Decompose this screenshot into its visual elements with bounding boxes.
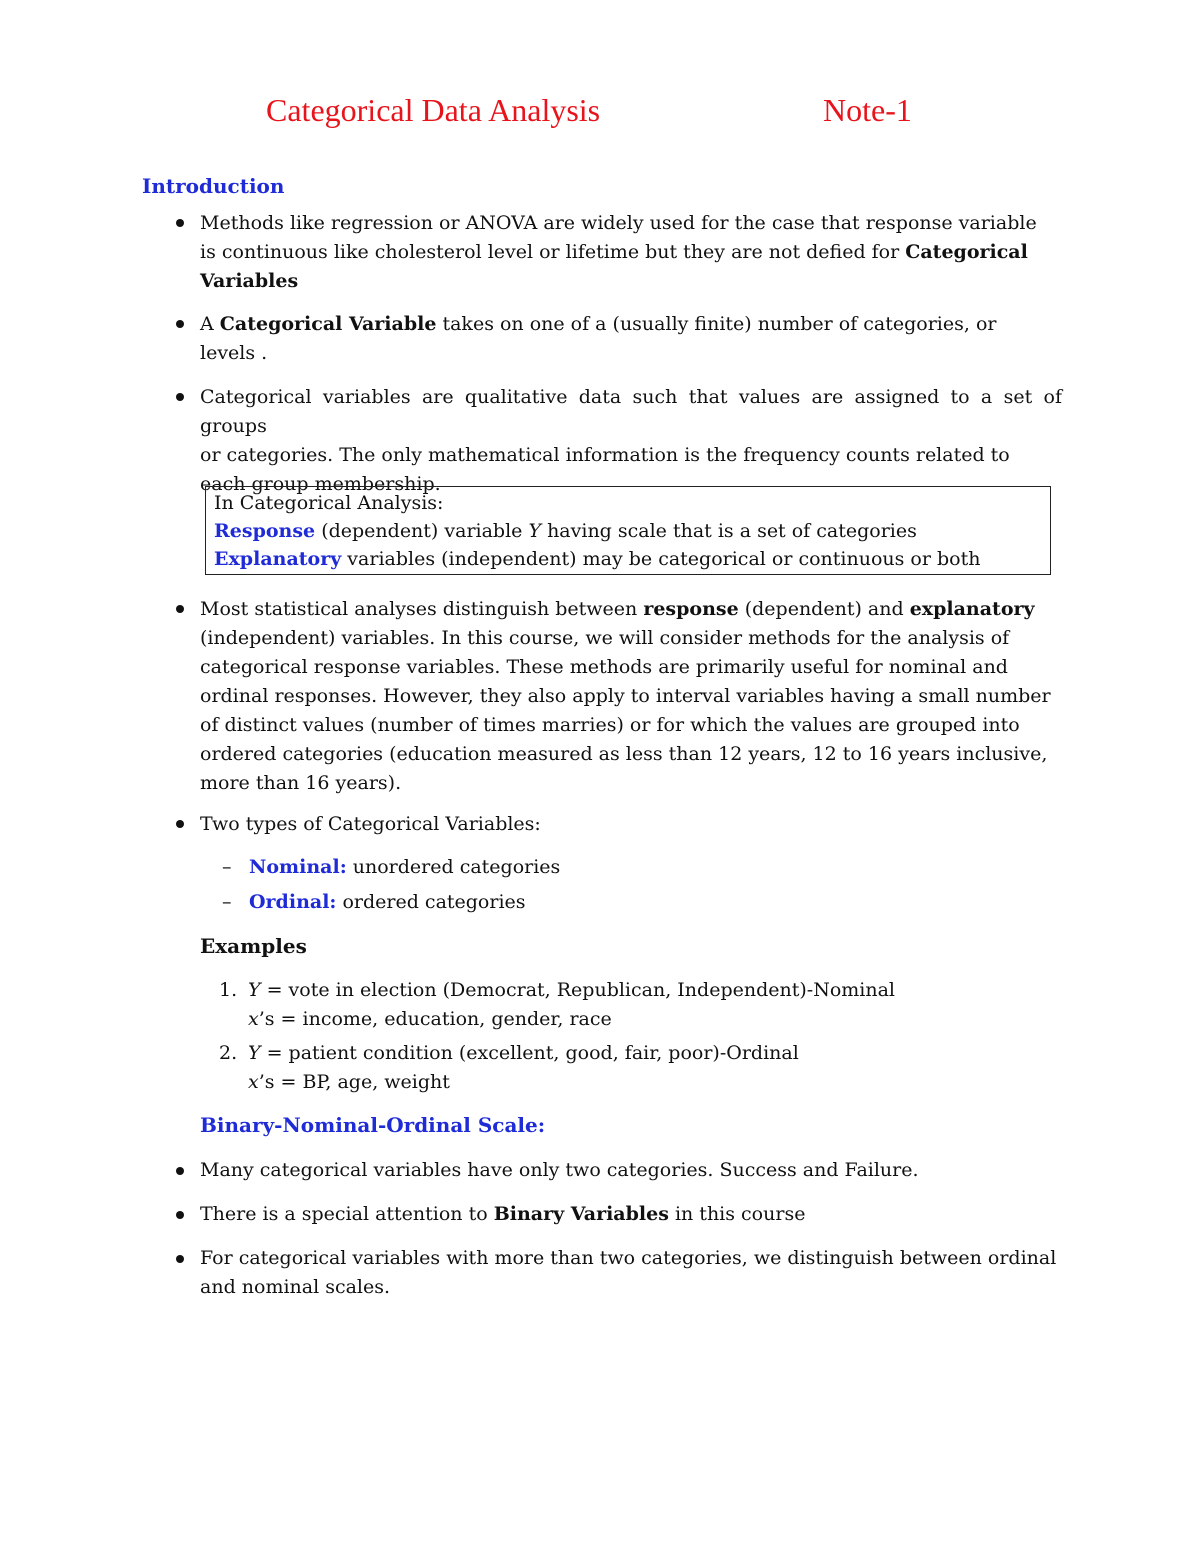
example-2-line-1: Y = patient condition (excellent, good, fair, poor)-Ordinal [248,1042,799,1064]
bullet-ordinal-nominal [200,1244,1062,1302]
text-line: categorical response variables. These methods are primarily useful for nominal and [200,656,1008,678]
example-1-line-2: x’s = income, education, gender, race [248,1008,612,1030]
text-line: Most statistical analyses distinguish between response (dependent) and explanatory [200,598,1035,620]
example-1-line-1: Y = vote in election (Democrat, Republican, Independent)-Nominal [248,979,895,1001]
text-line: Variables [200,270,299,292]
example-number: 2. [219,1042,238,1064]
note-label: Note-1 [823,92,912,128]
text-line: and nominal scales. [200,1276,391,1298]
bullet-categorical-variable [200,310,1062,368]
text-line: ordinal responses. However, they also apply to interval variables having a small number [200,685,1051,707]
bullet-icon [176,320,184,328]
bullet-two-types: Two types of Categorical Variables: [200,813,541,835]
bullet-icon [176,393,184,401]
bullet-two-categories: Many categorical variables have only two categories. Success and Failure. [200,1159,919,1181]
box-line-response: Response (dependent) variable Y having scale that is a set of categories [214,520,917,542]
bullet-icon [176,1167,184,1175]
dash-icon: – [222,856,232,878]
bullet-qualitative [200,383,1062,499]
text-line: For categorical variables with more than two categories, we distinguish between ordinal [200,1247,1057,1269]
examples-heading: Examples [200,934,307,958]
bullet-icon [176,605,184,613]
bullet-binary-variables: There is a special attention to Binary Variables in this course [200,1203,806,1225]
type-nominal: Nominal: unordered categories [249,856,561,878]
bullet-response-explanatory [200,595,1062,798]
text-line: or categories. The only mathematical information is the frequency counts related to [200,444,1010,466]
text-line: A Categorical Variable takes on one of a (usually finite) number of categories, or [200,313,997,335]
introduction-heading: Introduction [142,174,285,198]
box-line: In Categorical Analysis: [214,492,444,514]
text-line: ordered categories (education measured as less than 12 years, 12 to 16 years inclusive, [200,743,1048,765]
text-line: of distinct values (number of times marries) or for which the values are grouped into [200,714,1020,736]
text-line: more than 16 years). [200,772,402,794]
type-ordinal: Ordinal: ordered categories [249,891,526,913]
bullet-icon [176,1255,184,1263]
dash-icon: – [222,891,232,913]
bullet-icon [176,820,184,828]
example-2-line-2: x’s = BP, age, weight [248,1071,450,1093]
bullet-regression [200,209,1062,296]
text-line: is continuous like cholesterol level or lifetime but they are not defied for Categorical [200,241,1028,263]
bullet-icon [176,1211,184,1219]
text-line: (independent) variables. In this course, we will consider methods for the analysis of [200,627,1010,649]
box-line-explanatory: Explanatory variables (independent) may be categorical or continuous or both [214,548,981,570]
page-title: Categorical Data Analysis [266,92,601,128]
title-row [0,92,1200,140]
bullet-icon [176,219,184,227]
example-number: 1. [219,979,238,1001]
categorical-analysis-box [205,486,1051,575]
text-line: levels . [200,342,268,364]
text-line: each group membership. [200,473,441,495]
binary-scale-heading: Binary-Nominal-Ordinal Scale: [200,1113,546,1137]
text-line: Methods like regression or ANOVA are widely used for the case that response variable [200,212,1037,234]
text-line: Categorical variables are qualitative data such that values are assigned to a set of groups [200,386,1062,437]
